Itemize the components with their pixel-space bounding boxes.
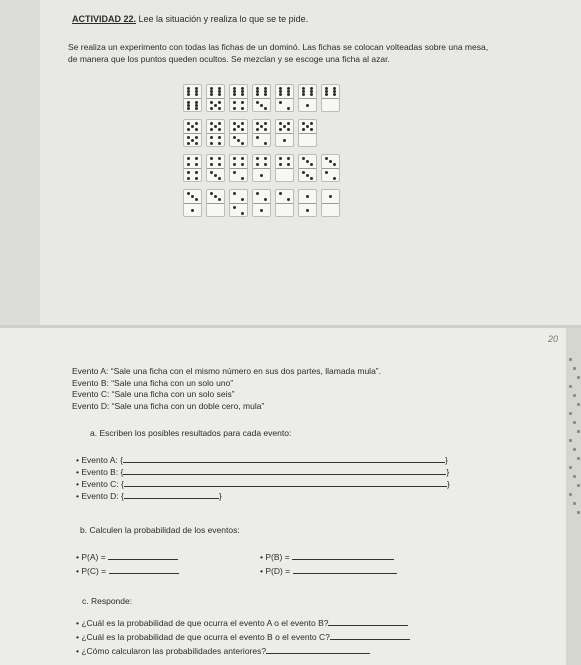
domino-half: [207, 190, 224, 203]
domino-pip: [210, 122, 213, 125]
domino-pip: [191, 209, 194, 212]
domino-pip: [195, 93, 198, 96]
domino-pip: [218, 198, 221, 201]
domino-pip: [241, 122, 244, 125]
domino-pip: [279, 101, 282, 104]
strip-mark: [577, 484, 580, 487]
domino-pip: [279, 128, 282, 131]
question-2[interactable]: [76, 631, 410, 642]
domino-pip: [256, 157, 259, 160]
event-c: Evento C: “Sale una ficha con un solo seis”: [72, 389, 235, 400]
question-text: • ¿Cuál es la probabilidad de que ocurra el evento A o el evento B?: [76, 618, 329, 628]
domino-pip: [210, 101, 213, 104]
domino-pip: [214, 125, 217, 128]
domino-pip: [306, 104, 309, 107]
domino-half: [253, 85, 270, 98]
domino-pip: [210, 192, 213, 195]
domino-pip: [210, 136, 213, 139]
domino-half: [184, 85, 201, 98]
brace-close: }: [444, 455, 448, 465]
domino-pip: [264, 93, 267, 96]
domino-half: [207, 98, 224, 112]
domino-pip: [233, 171, 236, 174]
domino-half: [207, 133, 224, 147]
domino-half: [207, 155, 224, 168]
domino-pip: [214, 104, 217, 107]
domino-half: [276, 155, 293, 168]
domino-tile: [206, 189, 225, 217]
domino-pip: [233, 157, 236, 160]
domino-pip: [233, 93, 236, 96]
domino-pip: [264, 163, 267, 166]
strip-mark: [569, 358, 572, 361]
domino-pip: [287, 157, 290, 160]
strip-mark: [569, 385, 572, 388]
domino-half: [253, 190, 270, 203]
domino-pip: [233, 122, 236, 125]
domino-pip: [264, 122, 267, 125]
domino-pip: [279, 122, 282, 125]
domino-pip: [287, 198, 290, 201]
part-a-instruction: a. Escriben los posibles resultados para cada evento:: [90, 428, 292, 438]
domino-pip: [237, 139, 240, 142]
domino-pip: [264, 198, 267, 201]
domino-pip: [306, 174, 309, 177]
prob-line-c[interactable]: [76, 565, 179, 576]
domino-pip: [233, 101, 236, 104]
answer-line-event-b[interactable]: [76, 466, 449, 477]
domino-pip: [233, 206, 236, 209]
domino-half: [230, 120, 247, 133]
strip-mark: [573, 421, 576, 424]
domino-half: [299, 203, 316, 217]
domino-row: [183, 189, 353, 217]
domino-tile: [275, 189, 294, 217]
domino-pip: [279, 93, 282, 96]
event-d: Evento D: “Sale una ficha con un doble cero, mula”: [72, 400, 265, 411]
domino-pip: [195, 171, 198, 174]
domino-half: [253, 120, 270, 133]
answer-line-event-a[interactable]: [76, 454, 448, 465]
domino-pip: [195, 163, 198, 166]
domino-pip: [218, 107, 221, 110]
domino-tile: [298, 84, 317, 112]
domino-half: [230, 155, 247, 168]
prob-line-b[interactable]: [260, 551, 394, 562]
answer-label: • Evento A: {: [76, 455, 123, 465]
domino-pip: [195, 136, 198, 139]
domino-half: [184, 133, 201, 147]
domino-pip: [260, 125, 263, 128]
domino-pip: [256, 136, 259, 139]
question-1[interactable]: [76, 617, 408, 628]
domino-pip: [310, 177, 313, 180]
question-text: • ¿Cómo calcularon las probabilidades anteriores?: [76, 646, 267, 656]
domino-pip: [195, 198, 198, 201]
domino-half: [322, 85, 339, 98]
prob-label: • P(A) =: [76, 552, 106, 562]
domino-pip: [237, 125, 240, 128]
domino-pip: [210, 171, 213, 174]
domino-pip: [264, 107, 267, 110]
domino-pip: [218, 157, 221, 160]
domino-pip: [260, 174, 263, 177]
domino-pip: [218, 142, 221, 145]
domino-pip: [264, 142, 267, 145]
domino-tile: [229, 84, 248, 112]
domino-half: [230, 133, 247, 147]
domino-half: [299, 85, 316, 98]
domino-pip: [241, 177, 244, 180]
domino-tile: [183, 84, 202, 112]
strip-mark: [569, 493, 572, 496]
domino-tile: [275, 119, 294, 147]
domino-pip: [187, 136, 190, 139]
domino-row: [183, 119, 353, 147]
domino-pip: [218, 93, 221, 96]
prob-line-d[interactable]: [260, 565, 397, 576]
domino-pip: [302, 93, 305, 96]
domino-half: [230, 85, 247, 98]
answer-label: • Evento B: {: [76, 467, 124, 477]
domino-pip: [310, 93, 313, 96]
domino-pip: [256, 128, 259, 131]
domino-pip: [306, 125, 309, 128]
answer-line-event-c[interactable]: [76, 478, 450, 489]
domino-tile: [183, 119, 202, 147]
domino-pip: [195, 157, 198, 160]
domino-half: [299, 155, 316, 168]
domino-pip: [241, 142, 244, 145]
domino-tile: [321, 84, 340, 112]
domino-pip: [233, 128, 236, 131]
domino-pip: [241, 101, 244, 104]
strip-mark: [569, 466, 572, 469]
domino-pip: [233, 163, 236, 166]
brace-close: }: [218, 491, 222, 501]
adjacent-page-strip: [566, 328, 581, 665]
domino-pip: [256, 122, 259, 125]
domino-pip: [306, 209, 309, 212]
domino-pip: [233, 192, 236, 195]
domino-pip: [195, 142, 198, 145]
domino-tile: [321, 154, 340, 182]
strip-mark: [577, 376, 580, 379]
domino-pip: [302, 128, 305, 131]
domino-pip: [306, 195, 309, 198]
domino-pip: [310, 128, 313, 131]
domino-half: [184, 155, 201, 168]
strip-mark: [569, 412, 572, 415]
domino-pip: [187, 157, 190, 160]
domino-pip: [218, 101, 221, 104]
domino-half: [253, 168, 270, 182]
domino-half: [322, 190, 339, 203]
domino-half: [184, 203, 201, 217]
domino-pip: [279, 157, 282, 160]
domino-pip: [195, 107, 198, 110]
domino-half: [207, 120, 224, 133]
strip-mark: [573, 367, 576, 370]
domino-pip: [195, 128, 198, 131]
domino-tile: [298, 154, 317, 182]
domino-tile: [229, 119, 248, 147]
prob-label: • P(C) =: [76, 566, 107, 576]
domino-half: [230, 98, 247, 112]
prob-line-a[interactable]: [76, 551, 178, 562]
domino-tile: [298, 119, 317, 147]
domino-pip: [187, 128, 190, 131]
domino-half: [207, 168, 224, 182]
domino-pip: [218, 122, 221, 125]
domino-half: [253, 98, 270, 112]
domino-tile: [275, 84, 294, 112]
domino-tile: [229, 189, 248, 217]
domino-pip: [287, 128, 290, 131]
domino-tile: [252, 119, 271, 147]
domino-pip: [210, 93, 213, 96]
domino-pip: [241, 212, 244, 215]
domino-pip: [241, 107, 244, 110]
domino-pip: [233, 107, 236, 110]
domino-pip: [218, 128, 221, 131]
domino-tile: [206, 84, 225, 112]
domino-half: [276, 85, 293, 98]
domino-pip: [287, 107, 290, 110]
brace-close: }: [446, 479, 450, 489]
domino-half: [184, 120, 201, 133]
domino-half: [299, 168, 316, 182]
domino-pip: [241, 157, 244, 160]
domino-half: [253, 155, 270, 168]
domino-pip: [256, 101, 259, 104]
strip-mark: [577, 403, 580, 406]
domino-pip: [187, 192, 190, 195]
activity-instruction: Lee la situación y realiza lo que se te pide.: [138, 14, 309, 24]
domino-pip: [187, 93, 190, 96]
domino-pip: [195, 177, 198, 180]
strip-mark: [569, 439, 572, 442]
strip-mark: [577, 457, 580, 460]
strip-mark: [573, 394, 576, 397]
strip-mark: [577, 430, 580, 433]
domino-half: [207, 203, 224, 217]
domino-pip: [260, 104, 263, 107]
domino-half: [322, 155, 339, 168]
domino-pip: [333, 177, 336, 180]
answer-label: • Evento C: {: [76, 479, 124, 489]
domino-half: [299, 133, 316, 147]
domino-pip: [302, 157, 305, 160]
domino-half: [253, 133, 270, 147]
domino-row: [183, 84, 353, 112]
domino-pip: [279, 192, 282, 195]
domino-tile: [298, 189, 317, 217]
domino-pip: [256, 93, 259, 96]
domino-pip: [264, 128, 267, 131]
domino-pip: [329, 160, 332, 163]
event-definitions: [72, 366, 381, 412]
domino-pip: [210, 107, 213, 110]
domino-pip: [310, 122, 313, 125]
domino-pip: [283, 139, 286, 142]
domino-pip: [333, 93, 336, 96]
domino-pip: [302, 171, 305, 174]
domino-pip: [195, 122, 198, 125]
question-text: • ¿Cuál es la probabilidad de que ocurra el evento B o el evento C?: [76, 632, 330, 642]
domino-pip: [218, 136, 221, 139]
strip-mark: [577, 511, 580, 514]
domino-pip: [218, 163, 221, 166]
domino-half: [253, 203, 270, 217]
domino-pip: [214, 174, 217, 177]
domino-pip: [210, 142, 213, 145]
prob-label: • P(D) =: [260, 566, 291, 576]
strip-mark: [573, 502, 576, 505]
domino-pip: [233, 136, 236, 139]
strip-mark: [573, 475, 576, 478]
domino-tile: [229, 154, 248, 182]
domino-pip: [241, 128, 244, 131]
domino-tile: [252, 189, 271, 217]
domino-pip: [287, 122, 290, 125]
domino-half: [276, 133, 293, 147]
domino-pip: [283, 125, 286, 128]
domino-tile: [206, 154, 225, 182]
domino-half: [322, 98, 339, 112]
strip-mark: [573, 448, 576, 451]
domino-pip: [260, 209, 263, 212]
domino-pip: [264, 157, 267, 160]
event-b: Evento B: “Sale una ficha con un solo uno”: [72, 377, 234, 388]
domino-pip: [241, 93, 244, 96]
domino-pip: [287, 93, 290, 96]
domino-pip: [256, 163, 259, 166]
domino-half: [299, 120, 316, 133]
domino-half: [184, 168, 201, 182]
domino-pip: [191, 195, 194, 198]
domino-half: [276, 120, 293, 133]
domino-pip: [210, 163, 213, 166]
domino-half: [230, 203, 247, 217]
domino-tile: [321, 189, 340, 217]
event-a: Evento A: “Sale una ficha con el mismo número en sus dos partes, llamada mula”.: [72, 366, 381, 376]
domino-pip: [241, 163, 244, 166]
domino-pip: [333, 163, 336, 166]
domino-pip: [302, 122, 305, 125]
brace-close: }: [446, 467, 450, 477]
question-3[interactable]: [76, 645, 370, 656]
domino-pip: [241, 198, 244, 201]
domino-pip: [325, 171, 328, 174]
domino-pip: [310, 163, 313, 166]
prob-label: • P(B) =: [260, 552, 290, 562]
activity-title: [72, 14, 308, 24]
domino-half: [207, 85, 224, 98]
domino-pip: [187, 177, 190, 180]
domino-pip: [279, 163, 282, 166]
domino-pip: [187, 107, 190, 110]
domino-pip: [191, 139, 194, 142]
domino-half: [230, 190, 247, 203]
domino-pip: [210, 157, 213, 160]
domino-pip: [306, 160, 309, 163]
domino-pip: [329, 195, 332, 198]
answer-line-event-d[interactable]: [76, 490, 222, 501]
domino-half: [276, 190, 293, 203]
domino-half: [184, 98, 201, 112]
domino-tile: [206, 119, 225, 147]
domino-pip: [325, 157, 328, 160]
domino-tile: [275, 154, 294, 182]
domino-half: [322, 168, 339, 182]
domino-tile: [183, 189, 202, 217]
domino-pip: [187, 122, 190, 125]
domino-half: [230, 168, 247, 182]
domino-half: [276, 203, 293, 217]
domino-half: [276, 168, 293, 182]
domino-pip: [256, 192, 259, 195]
domino-tile: [252, 84, 271, 112]
part-c-instruction: c. Responde:: [82, 596, 133, 606]
domino-pip: [210, 128, 213, 131]
domino-pip: [214, 195, 217, 198]
intro-paragraph: Se realiza un experimento con todas las fichas de un dominó. Las fichas se colocan volteadas sobre una mesa, de manera que los puntos queden ocultos. Se mezclan y se escoge una ficha al azar.: [68, 42, 489, 64]
part-b-instruction: b. Calculen la probabilidad de los eventos:: [80, 525, 240, 535]
domino-tile: [252, 154, 271, 182]
domino-pip: [218, 177, 221, 180]
domino-pip: [287, 163, 290, 166]
domino-pip: [187, 163, 190, 166]
domino-pip: [187, 171, 190, 174]
answer-label: • Evento D: {: [76, 491, 124, 501]
domino-tile: [183, 154, 202, 182]
handwritten-note: 20: [548, 334, 559, 344]
activity-label: ACTIVIDAD 22.: [72, 14, 137, 24]
domino-half: [322, 203, 339, 217]
domino-set: [183, 84, 353, 224]
domino-row: [183, 154, 353, 182]
domino-half: [299, 190, 316, 203]
domino-half: [276, 98, 293, 112]
domino-half: [299, 98, 316, 112]
domino-pip: [191, 125, 194, 128]
domino-half: [184, 190, 201, 203]
domino-pip: [325, 93, 328, 96]
domino-pip: [187, 142, 190, 145]
